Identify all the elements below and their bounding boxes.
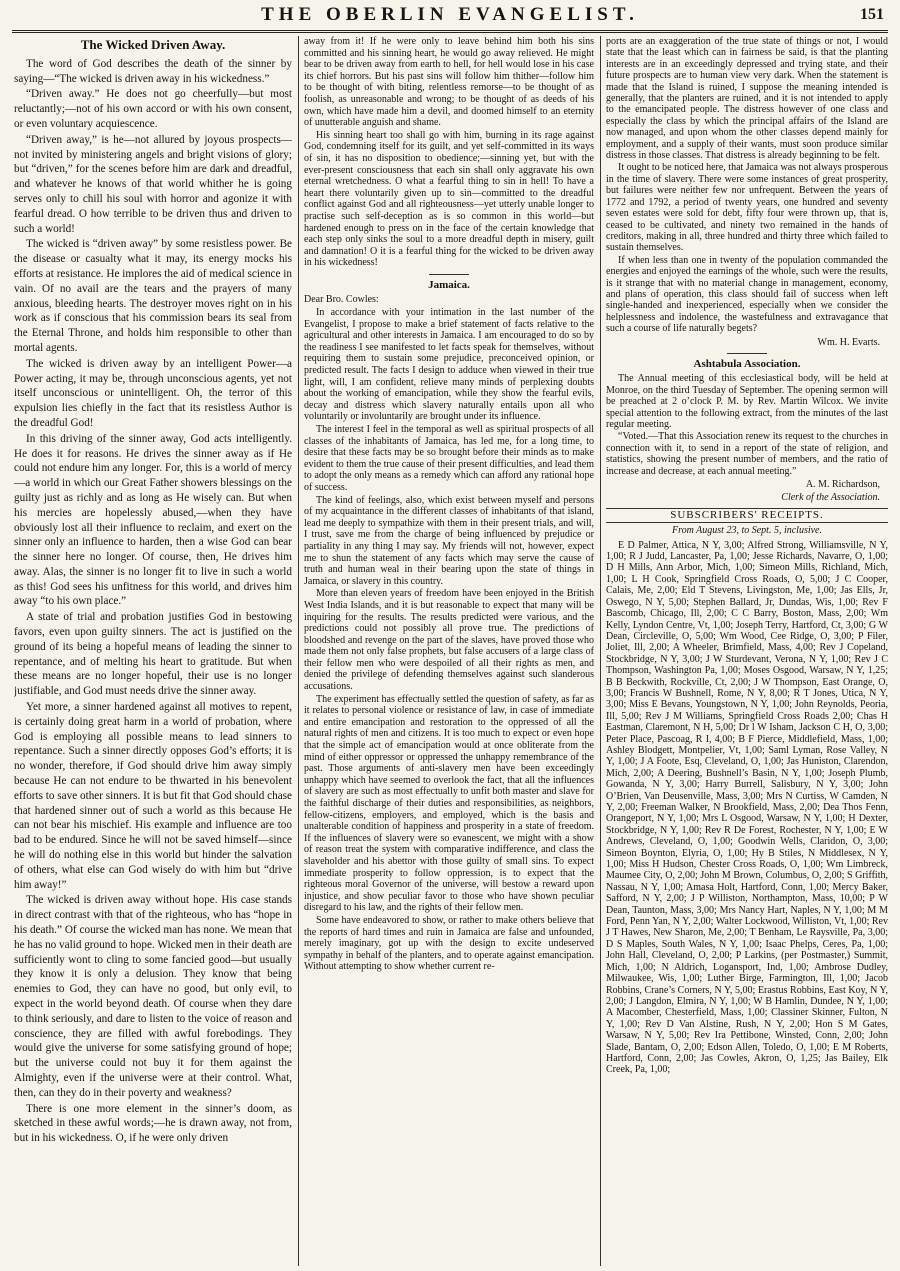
receipts-list: E D Palmer, Attica, N Y, 3,00; Alfred Strong, Williamsville, N Y, 1,00; R J Judd, Lancaster, Pa, 1,00; Jesse Richards, Navarre, O, 1,00; D H Mills, Ann Arbor, Mich, 1,00; Simeon Mills, Richland, Mich, 1,00; L H Cook, Springfield Cross Roads, O, 5,00; J C Cooper, Calais, Me, 2,00; Eld T Stevens, Livingston, Me, 1,00; Jas Ells, Jr, Oswego, N Y, 5,00; Stephen Ballard, Jr, Dundas, Wis, 1,00; Rev F Bascomb, Chicago, Ill, 2,00; C C Barry, Boston, Mass, 2,00; Wm Kelly, Lyndon Centre, Vt, 1,00; Joseph Terry, Hartford, Ct, 3,00; G W Dean, Circleville, O, 5,00; Wm Wood, Cee Ridge, O, 3,00; P Filer, Joliet, Ill, 2,00; A Wheeler, Brimfield, Mass, 4,00; Rev J Copeland, Stockbridge, N Y, 3,00; J W Sturdevant, Verona, N Y, 1,00; Rev J C Thompson, Washington Pa, 1,00; Moses Osgood, Warsaw, N Y, 1,25; B B Beckwith, Rockville, Ct, 2,00; J W Thompson, East Orange, O, 3,00; Francis W Bushnell, Rome, N Y, 8,00; R T Jones, Utica, N Y, 3,00; Miss E Bevans, Youngstown, N Y, 1,00; John Reynolds, Peoria, Ill, 5,00; Rev J M Williams, Springfield Cross Roads 2,00; Chas H Eastman, Claremont, N H, 5,00; Dr l W Isham, Jackson C H, O, 3,00; Peter Place, Pascoag, R I, 4,00; B F Pierce, Middlefield, Mass, 1,00; Ashley Blodgett, Montpelier, Vt, 1,00; Saml Lyman, Rose Valley, N Y, 1,00; J A Foote, Esq, Cleveland, O, 1,00; Jas Huniston, Clarendon, Mich, 2,00; A Deering, Bushnell’s Basin, N Y, 1,00; Joseph Plumb, Gowanda, N Y, 3,00; Harry Burrell, Salisbury, N Y, 3,00; John O’Brien, Van Deusenville, Mass, 3,00; Mrs N Curtiss, W Camden, N Y, 2,00; Freeman Walker, N Brookfield, Mass, 2,00; Dea Thos Fenn, Orangeport, N Y, 1,00; Mrs L Osgood, Warsaw, N Y, 1,00; H Dexter, Stockbridge, N Y, 1,00; Rev R De Forest, Rochester, N Y, 1,00; E W Andrews, Cleveland, O, 1,00; Goodwin Wells, Claridon, O, 3,00; Simeon Boynton, Elyria, O, 1,00; Hy B Stiles, N Middlesex, N Y, 1,00; Miss H Hudson, Chester Cross Roads, O, 1,00; Wm Limbreck, Maumee City, O, 2,00; John M Brown, Columbus, O, 2,00; S Griffith, Nassau, N Y, 1,00; Amasa Holt, Hartford, Conn, 1,00; Mercy Baker, Safford, N Y, 2,00; J P Williston, Northampton, Mass, 10,00; P W Dean, Taunton, Mass, 3,00; Mrs Nancy Hart, Naples, N Y, 1,00; M M Ford, Penn Yan, N Y, 2,00; Walter Lockwood, Williston, Vt, 1,00; Rev J T Hawes, New Sharon, Me, 2,00; T Benham, Le Raysville, Pa, 3,00; D S Maples, South Wales, N Y, 1,00; Isaac Phelps, Ceres, Pa, 1,00; John Hall, Cleveland, O, 2,00; P Larkins, (per Postmaster,) Summit, Mich, 1,00; N Aldrich, Logansport, Ind, 1,00; Ambrose Dudley, Milwaukee, Wis, 1,00; Luther Birge, Farmington, Ill, 1,00; Jacob Robbins, Crane’s Corners, N Y, 5,00; Erastus Robbins, East Koy, N Y, 2,00; J Langdon, Elmira, N Y, 1,00; W B Hamlin, Dundee, N Y, 1,00; A Macomber, Chesterfield, Mass, 1,00; Classiner Skinner, Fulton, N Y, 1,00; Rev D Van Alstine, Rush, N Y, 2,00; Hon S M Gates, Warsaw, N Y, 5,00; Rev Ira Pettibone, Winsted, Conn, 2,00; John Slade, Bantam, O, 2,00; Edson Allen, Toledo, O, 1,00; E M Roberts, Hartford, Conn, 2,00; Jas Cowles, Akron, O, 1,25; Jas Bailey, Elk Creek, Pa, 1,00; xyxy=(606,539,888,1076)
article-paragraph: The wicked is driven away without hope. His case stands in direct contrast with that of the righteous, who has “hope in his death.” Of course the wicked man has none. We mean that he has no valid ground to hope. Wicked men in their death are sufficiently wont to cling to some fancied good—but usually they know it is only a delusion. They know that being enemies to God, they can have no good, but only evil, to expect in the world beyond death. Of course when they dare to think seriously, and dare to listen to the voice of reason and conscience, they are filled with awful forebodings. They would give the universe for some satisfying ground of hope; but the universe could not buy it for them against the Almighty, even if the universe were at their control. What, then, can they do in their poverty and weakness? xyxy=(14,894,292,1099)
column-divider-2 xyxy=(600,36,601,1266)
author-signature: Wm. H. Evarts. xyxy=(817,336,880,348)
article-continuation: It ought to be noticed here, that Jamaica was not always prosperous in the time of slavery. There were some instances of great prosperity, but failures were neither few nor unfrequent. Between the years of 1772 and 1792, a period of twenty years, one hundred and seventy seven estates were sold for debt, fifty four were thrown up, that is, ceased to be cultivated, and ninety two remained in the hands of creditors, making in all, three hundred and thirty three which failed to sustain themselves. xyxy=(606,162,888,254)
article-paragraph: The word of God describes the death of the sinner by saying—“The wicked is driven away in his wickedness.” xyxy=(14,57,292,85)
article-title-jamaica: Jamaica. xyxy=(428,278,470,291)
page-number: 151 xyxy=(860,6,884,23)
clerk-signature: A. M. Richardson, xyxy=(805,479,880,491)
article-title-wicked-driven-away: The Wicked Driven Away. xyxy=(80,37,226,52)
column-2 xyxy=(304,36,594,1266)
article-paragraph: The Annual meeting of this ecclesiastical body, will be held at Monroe, on the third Tuesday of September. The opening sermon will be preached at 2 o’clock P. M. by Rev. Martin Wilcox. We invite special attention to the following extract, from the minutes of the last regular meeting. xyxy=(606,373,888,430)
newspaper-title: THE OBERLIN EVANGELIST. xyxy=(261,4,639,25)
column-3 xyxy=(606,36,888,1266)
article-paragraph: The wicked is “driven away” by some resistless power. Be the disease or casualty what it may, its energy mocks his efforts at resistance. He implores the aid of medical science in vain. Of no avail are the tears and the prayers of many anxious, bleeding hearts. The destroyer moves right on in his work as if conscious that his commission bears its seal from the Eternal Throne, and holds him responsible to other than mortal agents. xyxy=(14,238,292,354)
column-divider-1 xyxy=(298,36,299,1266)
article-title-ashtabula: Ashtabula Association. xyxy=(693,357,801,370)
article-paragraph: In this driving of the sinner away, God acts intelligently. He does it for reasons. He drives the sinner away as if He could not endure him any longer. For, this is a world of mercy—a world in which our Great Father showers blessings on the guilty just as richly and as long as He wisely can. But when his mercies are hopelessly abused,—when they have obviously lost all their influence to reclaim, and exert on the sinner only an influence to harden, then a wise God can bear the sinner here no longer. Of course, then, He drives him away. Alas, the sinner is no longer fit to live in such a world as this! God sees his unfitness for this world, and drives him away “to his own place.” xyxy=(14,432,292,608)
article-paragraph: A state of trial and probation justifies God in bestowing favors, even upon guilty sinners. The act is justified on the ground of its being a hopeful means of leading the sinner to repentance, and of melting his heart to gratitude. But when these means are no longer hopeful, their use is no longer justifiable, and God must needs drive the sinner away. xyxy=(14,611,292,698)
article-continuation: ports are an exaggeration of the true state of things or not, I would state that the least which can in fairness be said, is that the planting interests are in an exceedingly depressed and trying state, and their future prospects are to human view very dark. When the statement is made that the Island is ruined, I suppose the meaning intended is generally, that the planters are ruined, and it is not intended to apply to the emancipated people. The distress however of one class and especially the class by which the principal affairs of the Island are now managed, and upon whom the other classes depend mainly for employment, and a supply of their wants, must soon produce similar distress in those classes. That distress is already beginning to be felt. xyxy=(606,36,888,162)
clerk-role: Clerk of the Association. xyxy=(781,492,880,504)
section-separator xyxy=(429,274,469,275)
page-header xyxy=(12,0,888,33)
article-paragraph: In accordance with your intimation in the last number of the Evangelist, I propose to make a brief statement of facts relative to the agricultural and other interests in Jamaica. I am encouraged to do so by the readiness I see manifested to let facts speak for themselves, without requiring them to sustain some prejudice, preconceived opinion, or predicted result. The facts I design to adduce when viewed in their true light, will, I am confident, relieve many minds of perplexing doubts about the working of emancipation, while they show the fearful evils, decay and distress which slavery naturally entails upon all who voluntarily or involuntarily are brought under its influence. xyxy=(304,307,594,423)
article-paragraph: The wicked is driven away by an intelligent Power—a Power acting, it may be, through unconscious agents, yet not itself unconscious or unintelligent. Oh, the terror of this expulsion lies chiefly in the fact that its resistless Author is the dreadful God! xyxy=(14,357,292,429)
article-paragraph: “Voted.—That this Association renew its request to the churches in connection with it, to send in a report of the state of religion, and statistics, showing the present number of members, and the ratio of increase and decrease, at each annual meeting.” xyxy=(606,431,888,477)
section-separator xyxy=(727,353,767,354)
article-continuation: If when less than one in twenty of the population commanded the energies and enjoyed the earnings of the whole, such were the results, is it strange that with no material change in management, economy, and plans of operation, this class should fail of success when left single-handed and inexperienced, especially when we consider the helplessness and indolence, the wastefulness and extravagance that such a course of life naturally begets? xyxy=(606,254,888,335)
article-paragraph: More than eleven years of freedom have been enjoyed in the British West India Islands, and it is but reasonable to expect that many will be inquiring for the results. The results predicted were various, and the predictions could not possibly all prove true. The predictions of bloodshed and revenge on the part of the slaves, have proved those who made them not only false prophets, but false accusers of a large class of their fellow men who were despoiled of all their rights as men, and denied the privilege of defending themselves against such slanderous accusations. xyxy=(304,588,594,693)
article-paragraph: Yet more, a sinner hardened against all motives to repent, is certainly doing great harm in a world of probation, where God is employing all possible means to lead sinners to repentance. Such a sinner directly opposes God’s efforts; it is no wonder, therefore, if God should drive him away simply because He can not endure to be thwarted in his benevolent efforts to save other sinners. It is but fit that God should chase that hardened sinner out of such a world as this because He can not bear his mischief. His example and influence are too bad to be endured. Since he will not be saved himself—since he will do nothing else in this world but hinder the salvation of others, what else can God wisely do with him but “drive him away!” xyxy=(14,701,292,891)
article-paragraph: The interest I feel in the temporal as well as spiritual prospects of all classes of the inhabitants of Jamaica, has led me, for a long time, to desire that these facts may be so brought before their minds as to make evident to them the true cause of their present difficulties, and lead them to adopt the only means as a remedy which can afford any rational hope of success. xyxy=(304,424,594,493)
receipts-title: SUBSCRIBERS' RECEIPTS. xyxy=(606,508,888,523)
article-paragraph: “Driven away.” He does not go cheerfully—but most reluctantly;—not of his own accord or with his own consent, or even voluntary acquiescence. xyxy=(14,88,292,130)
column-1 xyxy=(14,36,292,1266)
article-paragraph: Some have endeavored to show, or rather to make others believe that the reports of hard times and ruin in Jamaica are false and unfounded, merely imaginary, got up with the design to excite undeserved sympathy in behalf of the planters, and to operate against emancipation. Without attempting to show whether current re- xyxy=(304,914,594,973)
article-continuation: His sinning heart too shall go with him, burning in its rage against God, condemning itself for its guilt, and yet self-committed in its ways of sin, it has no disposition to obedience;—sinning yet, but with the ever-present consciousness that each sin shall only aggravate his own eternal wretchedness. O what a fearful thing to sin in hell! To have a heart there voluntarily given up to sin—committed to the dreadful conflict against God and all righteousness—yet utterly unable longer to practise such self-deception as is so common in this world—but hardened enough to press on in the face of the certain knowledge that each step only sinks the soul to a more dreadful depth in misery, guilt and damnation! O it is a fearful thing for the wicked to be driven away in his wickedness! xyxy=(304,129,594,269)
article-paragraph: The experiment has effectually settled the question of safety, as far as it relates to personal violence or resistance of law, in case of immediate and entire emancipation and restoration to the oppressed of all the natural rights of men and citizens. It is too much to expect or even hope that the simple act of emancipation would at once obliterate from the mind of either oppressor or oppressed the unhappy remembrance of the past. Those arguments of anti-slavery men have been exceedingly unhappy which have seemed to overlook the fact, that all the influences of slavery are such as most effectually to unfit both master and slave for the faithful discharge of their duties and responsibilities, as neighbors, fellow-citizens, employers, and employed, which is the basis and unalterable condition of happiness and prosperity in a state of freedom. If the influences of slavery were so evanescent, we might with a show of reason treat the system with comparative indifference, and class the slaveholder and his abettor with those guilty of small sins. To expect immediate prosperity to follow oppression, is to expect that the righteous moral Governor of the universe, will bestow a reward upon injustice, and show peculiar favor to those who have shown peculiar disregard to his law, and the rights of their fellow men. xyxy=(304,693,594,914)
article-paragraph: There is one more element in the sinner’s doom, as sketched in these awful words;—he is drawn away, not from, but in his wickedness. O, if he were only driven xyxy=(14,1102,292,1145)
receipts-date-range: From August 23, to Sept. 5, inclusive. xyxy=(672,525,822,537)
article-paragraph: The kind of feelings, also, which exist between myself and persons of my acquaintance in the different classes of inhabitants of that island, lead me deeply to sympathize with them in their present trials, and will, I trust, save me from the charge of being influenced by prejudice or partiality in any thing I may say. My friends will not, however, expect me to shun the statement of any facts which may serve the cause of truth and human weal in their bearing upon the state of things in Jamaica, or slavery in this country. xyxy=(304,494,594,587)
letter-salutation: Dear Bro. Cowles: xyxy=(304,294,379,306)
article-continuation: away from it! If he were only to leave behind him both his sins committed and his sinning heart, he would go away relieved. He might bear to be driven away from earth to hell, for hell would lose in his case its chief horrors. But his past sins will follow him thither—follow him to be thought of with biting, relentless remorse—to be thought of as foolish, as unreasonable and wrong; to be thought of as deeds of his own, which have made him a devil, and doomed himself to an eternity of unutterable anguish and shame. xyxy=(304,36,594,129)
article-paragraph: “Driven away,” is he—not allured by joyous prospects—not invited by ministering angels and bright visions of glory; but “driven,” for the scenes before him are dark and dreadful, and whatever he knows of that world whither he is going serves only to chill his soul with horror and agonize it with fearful dread. O how terrible to be driven thus and driven to such a world! xyxy=(14,133,292,235)
